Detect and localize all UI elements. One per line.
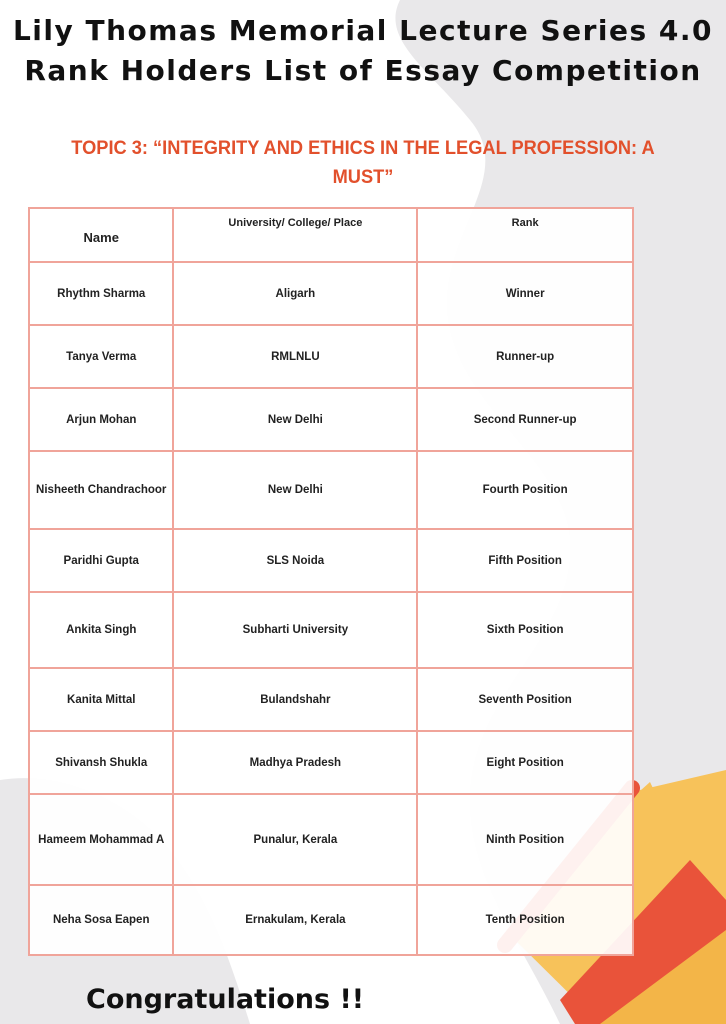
table-row [29, 592, 633, 668]
cell-place: SLS Noida [173, 529, 417, 592]
congratulations-text: Congratulations !! [86, 984, 365, 1015]
column-header-place: University/ College/ Place [173, 208, 417, 262]
table-row [29, 451, 633, 529]
table-row [29, 794, 633, 885]
topic-heading: TOPIC 3: “INTEGRITY AND ETHICS IN THE LEGAL PROFESSION: A MUST” [71, 138, 655, 188]
rank-table [28, 207, 634, 956]
cell-rank: Winner [417, 262, 633, 325]
table-row [29, 668, 633, 731]
cell-name: Neha Sosa Eapen [29, 885, 173, 955]
cell-place: Ernakulam, Kerala [173, 885, 417, 955]
cell-rank: Ninth Position [417, 794, 633, 885]
cell-place: RMLNLU [173, 325, 417, 388]
cell-rank: Second Runner-up [417, 388, 633, 451]
cell-rank: Fourth Position [417, 451, 633, 529]
cell-name: Shivansh Shukla [29, 731, 173, 794]
cell-name: Rhythm Sharma [29, 262, 173, 325]
cell-place: Bulandshahr [173, 668, 417, 731]
cell-rank: Sixth Position [417, 592, 633, 668]
cell-rank: Runner-up [417, 325, 633, 388]
cell-name: Tanya Verma [29, 325, 173, 388]
cell-name: Ankita Singh [29, 592, 173, 668]
cell-place: New Delhi [173, 388, 417, 451]
cell-place: Aligarh [173, 262, 417, 325]
table-row [29, 529, 633, 592]
cell-name: Arjun Mohan [29, 388, 173, 451]
cell-rank: Tenth Position [417, 885, 633, 955]
cell-rank: Seventh Position [417, 668, 633, 731]
table-row [29, 262, 633, 325]
table-row [29, 388, 633, 451]
table-header-row [29, 208, 633, 262]
cell-place: Punalur, Kerala [173, 794, 417, 885]
table-row [29, 731, 633, 794]
cell-name: Kanita Mittal [29, 668, 173, 731]
column-header-rank: Rank [417, 208, 633, 262]
page-title-line2: Rank Holders List of Essay Competition [24, 54, 702, 87]
cell-name: Paridhi Gupta [29, 529, 173, 592]
cell-rank: Eight Position [417, 731, 633, 794]
cell-name: Nisheeth Chandrachoor [29, 451, 173, 529]
table-row [29, 885, 633, 955]
cell-place: New Delhi [173, 451, 417, 529]
cell-name: Hameem Mohammad A [29, 794, 173, 885]
table-row [29, 325, 633, 388]
column-header-name: Name [29, 208, 173, 262]
cell-rank: Fifth Position [417, 529, 633, 592]
cell-place: Subharti University [173, 592, 417, 668]
cell-place: Madhya Pradesh [173, 731, 417, 794]
page-title-line1: Lily Thomas Memorial Lecture Series 4.0 [12, 14, 714, 47]
